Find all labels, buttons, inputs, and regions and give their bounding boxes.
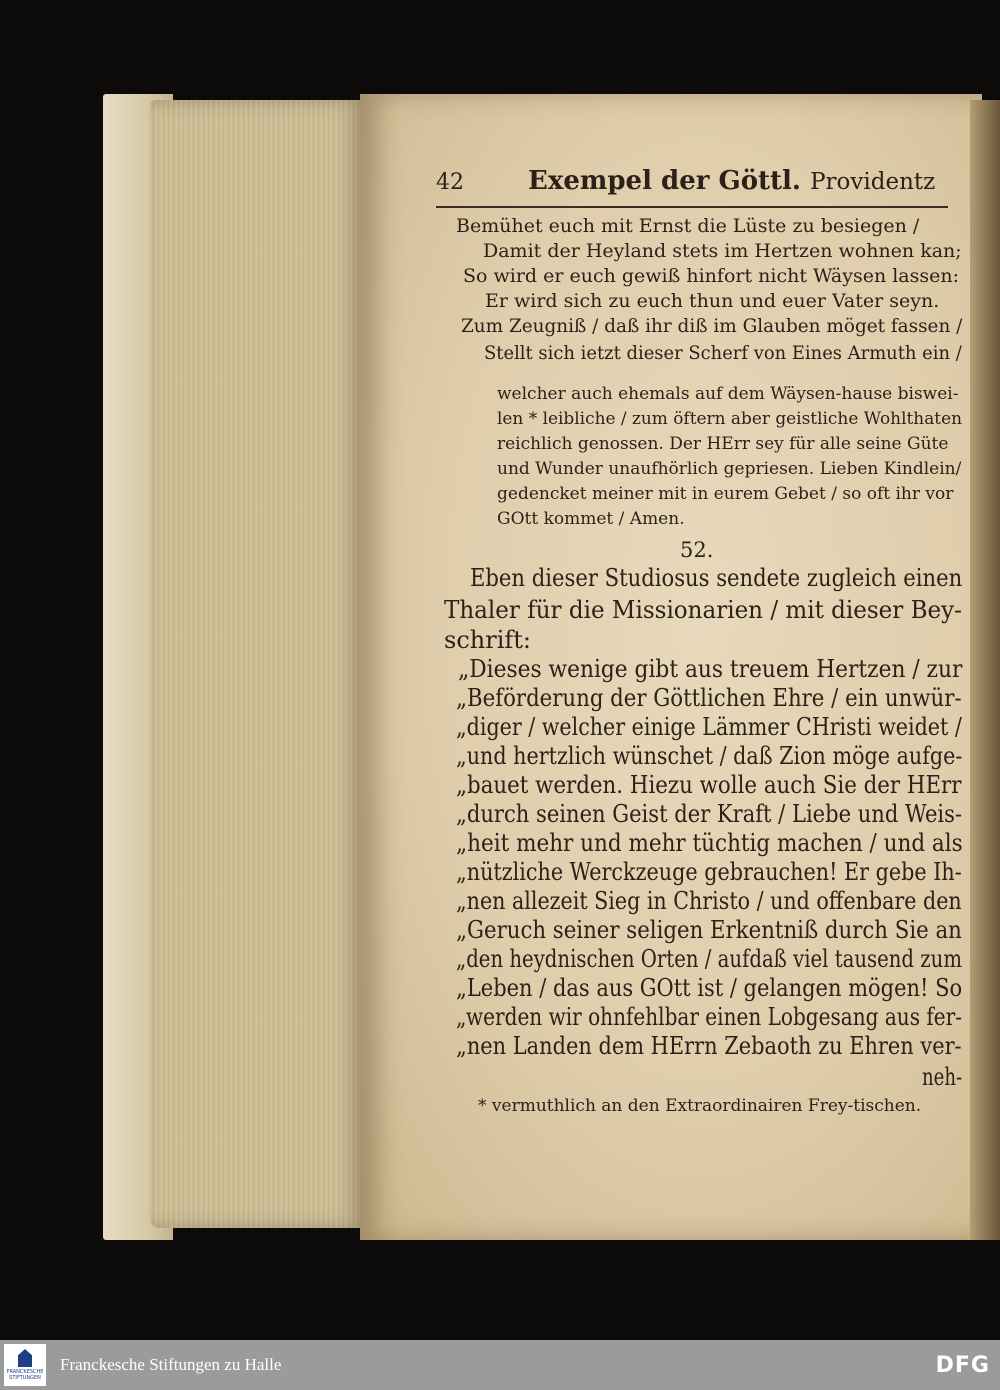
text-line: „bauet werden. Hiezu wolle auch Sie der HErr (456, 771, 962, 799)
poem-line: Damit der Heyland stets im Hertzen wohnen kan; (483, 240, 962, 262)
running-title-german: Exempel der Göttl. (528, 166, 801, 196)
footnote: * vermuthlich an den Extraordinairen Frey-tischen. (478, 1096, 922, 1116)
text-line: „Geruch seiner seligen Erkentniß durch Sie an (456, 916, 962, 944)
text-line: „diger / welcher einige Lämmer CHristi weidet / (456, 713, 962, 741)
running-title (528, 166, 935, 196)
text-line: „nützliche Werckzeuge gebrauchen! Er gebe Ih- (456, 858, 962, 886)
note-line: und Wunder unaufhörlich gepriesen. Lieben Kindlein/ (497, 459, 962, 479)
poem-line: Bemühet euch mit Ernst die Lüste zu besiegen / (456, 215, 920, 237)
text-line: „nen allezeit Sieg in Christo / und offenbare den (456, 887, 962, 915)
institution-name: Franckesche Stiftungen zu Halle (60, 1355, 282, 1374)
page-number: 42 (436, 170, 464, 195)
text-line: „heit mehr und mehr tüchtig machen / und als (456, 829, 963, 857)
text-line: Thaler für die Missionarien / mit dieser Bey- (444, 596, 962, 624)
poem-line: Stellt sich ietzt dieser Scherf von Eines Armuth ein / (484, 342, 962, 364)
running-title-latin: Providentz (810, 169, 936, 195)
poem-line: Zum Zeugniß / daß ihr diß im Glauben möget fassen / (461, 315, 963, 337)
note-line: gedencket meiner mit in eurem Gebet / so oft ihr vor (497, 484, 954, 504)
poem-line: Er wird sich zu euch thun und euer Vater seyn. (485, 290, 940, 312)
text-line: schrift: (444, 626, 531, 654)
text-line: „nen Landen dem HErrn Zebaoth zu Ehren ver- (456, 1032, 962, 1060)
dfg-logo[interactable]: DFG (935, 1352, 990, 1378)
section-number: 52. (680, 538, 714, 562)
text-line: Eben dieser Studiosus sendete zugleich einen (470, 564, 963, 592)
text-line: „werden wir ohnfehlbar einen Lobgesang aus fer- (456, 1003, 962, 1031)
note-line: GOtt kommet / Amen. (497, 509, 685, 529)
text-line: „Beförderung der Göttlichen Ehre / ein unwür- (456, 684, 962, 712)
catchword: neh- (922, 1063, 963, 1091)
text-line: „Leben / das aus GOtt ist / gelangen mögen! So (456, 974, 963, 1002)
viewer-footer (0, 1340, 1000, 1390)
note-line: reichlich genossen. Der HErr sey für alle seine Güte (497, 434, 949, 454)
note-line: len * leibliche / zum öftern aber geistliche Wohlthaten (497, 409, 963, 429)
poem-line: So wird er euch gewiß hinfort nicht Wäysen lassen: (463, 265, 960, 287)
text-line: „durch seinen Geist der Kraft / Liebe und Weis- (456, 800, 963, 828)
text-line: „und hertzlich wünschet / daß Zion möge aufge- (456, 742, 963, 770)
header-rule (436, 206, 948, 208)
logo-text: FRANCKESCHE STIFTUNGEN (6, 1369, 44, 1381)
franckesche-stiftungen-logo[interactable] (4, 1344, 46, 1386)
text-line: „Dieses wenige gibt aus treuem Hertzen / zur (458, 655, 963, 683)
text-line: „den heydnischen Orten / aufdaß viel tausend zum (456, 945, 962, 973)
note-line: welcher auch ehemals auf dem Wäysen-hause biswei- (497, 384, 959, 404)
building-icon (18, 1349, 32, 1367)
